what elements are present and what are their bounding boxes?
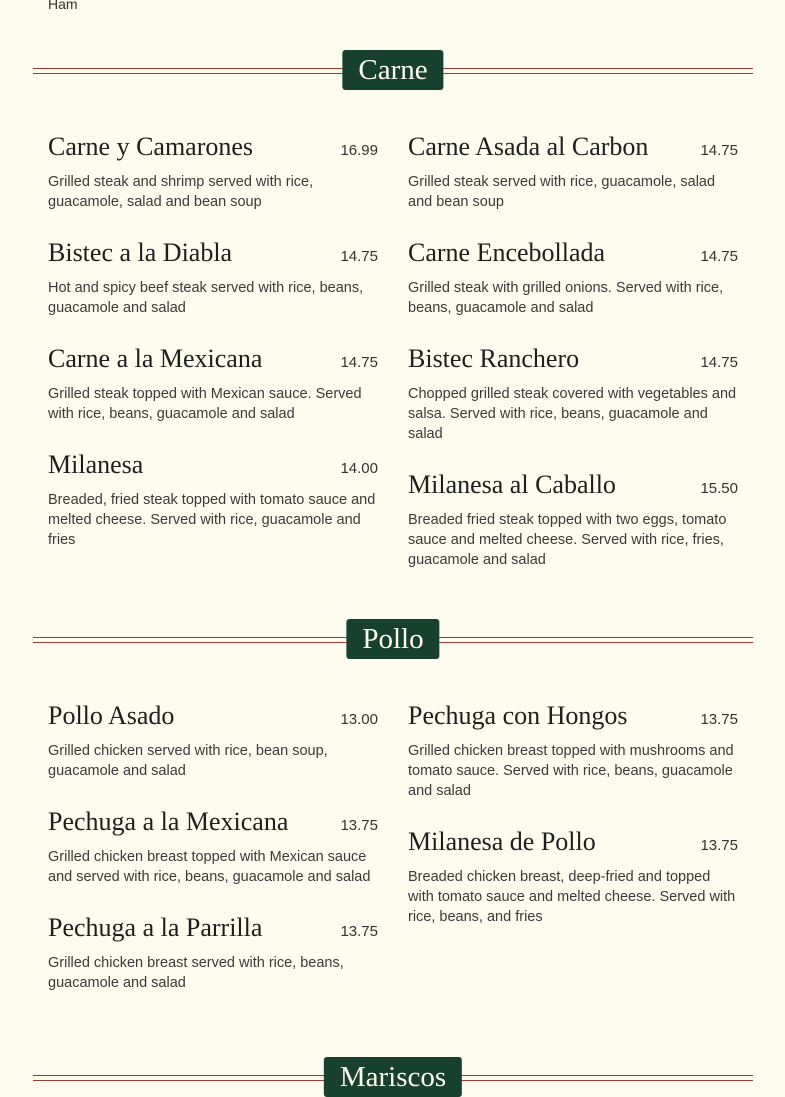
menu-item-name: Bistec a la Diabla (48, 238, 233, 267)
menu-item-name: Pechuga a la Mexicana (48, 807, 289, 836)
menu-item-name: Carne y Camarones (48, 132, 254, 161)
pollo-right-column (408, 699, 738, 951)
menu-item-price: 14.75 (340, 354, 378, 371)
menu-item-price: 14.75 (700, 248, 738, 265)
menu-item (48, 911, 378, 993)
menu-item (48, 448, 378, 550)
menu-item-name: Carne Asada al Carbon (408, 132, 649, 161)
section-header-mariscos (33, 1057, 753, 1097)
menu-item-description: Breaded, fried steak topped with tomato sauce and melted cheese. Served with rice, guacamole and fries (48, 492, 376, 548)
menu-item-description: Grilled steak topped with Mexican sauce. Served with rice, beans, guacamole and salad (48, 386, 362, 422)
menu-item (408, 468, 738, 570)
menu-item-price: 13.00 (340, 711, 378, 728)
menu-item-price: 13.75 (700, 711, 738, 728)
menu-item-name: Carne a la Mexicana (48, 344, 263, 373)
menu-item-price: 13.75 (340, 923, 378, 940)
menu-item-price: 14.75 (700, 142, 738, 159)
menu-item-description: Grilled steak served with rice, guacamole, salad and bean soup (408, 174, 716, 210)
menu-item (408, 699, 738, 801)
menu-item-description: Grilled chicken served with rice, bean soup, guacamole and salad (48, 743, 328, 779)
menu-item (408, 342, 738, 444)
menu-item-name: Milanesa de Pollo (408, 827, 596, 856)
section-title-carne: Carne (342, 50, 443, 90)
menu-item (48, 236, 378, 318)
menu-item-name: Bistec Ranchero (408, 344, 580, 373)
menu-item (48, 699, 378, 781)
menu-item-description: Grilled steak with grilled onions. Served with rice, beans, guacamole and salad (408, 280, 724, 316)
menu-item-price: 16.99 (340, 142, 378, 159)
menu-item-price: 14.00 (340, 460, 378, 477)
section-title-mariscos: Mariscos (324, 1057, 462, 1097)
menu-item-description: Chopped grilled steak covered with vegetables and salsa. Served with rice, beans, guacamole and salad (408, 386, 737, 442)
carne-left-column (48, 130, 378, 574)
menu-item-description: Hot and spicy beef steak served with rice, beans, guacamole and salad (48, 280, 364, 316)
section-header-carne (33, 50, 753, 90)
menu-item-price: 14.75 (340, 248, 378, 265)
menu-item (48, 342, 378, 424)
menu-item-name: Pechuga a la Parrilla (48, 913, 263, 942)
carne-right-column (408, 130, 738, 594)
section-title-pollo: Pollo (346, 619, 439, 659)
menu-item-name: Milanesa al Caballo (408, 470, 616, 499)
menu-item-description: Grilled chicken breast topped with Mexican sauce and served with rice, beans, guacamole and salad (48, 849, 371, 885)
menu-item-price: 13.75 (340, 817, 378, 834)
menu-item-price: 14.75 (700, 354, 738, 371)
menu-item-price: 13.75 (700, 837, 738, 854)
menu-item-name: Pollo Asado (48, 701, 175, 730)
previous-item-description-fragment: Ham (48, 0, 78, 12)
menu-item-name: Milanesa (48, 450, 144, 479)
menu-item (48, 130, 378, 212)
menu-item (408, 130, 738, 212)
menu-item-name: Carne Encebollada (408, 238, 606, 267)
menu-item-name: Pechuga con Hongos (408, 701, 628, 730)
menu-item-description: Grilled chicken breast served with rice, beans, guacamole and salad (48, 955, 344, 991)
pollo-left-column (48, 699, 378, 1017)
menu-item-price: 15.50 (700, 480, 738, 497)
menu-item-description: Grilled steak and shrimp served with rice, guacamole, salad and bean soup (48, 174, 314, 210)
menu-item-description: Breaded chicken breast, deep-fried and topped with tomato sauce and melted cheese. Served with rice, beans, and fries (408, 869, 736, 925)
menu-item (408, 825, 738, 927)
menu-item-description: Breaded fried steak topped with two eggs, tomato sauce and melted cheese. Served with rice, fries, guacamole and salad (408, 512, 727, 568)
menu-item (408, 236, 738, 318)
menu-item-description: Grilled chicken breast topped with mushrooms and tomato sauce. Served with rice, beans, guacamole and salad (408, 743, 734, 799)
section-header-pollo (33, 619, 753, 659)
menu-item (48, 805, 378, 887)
